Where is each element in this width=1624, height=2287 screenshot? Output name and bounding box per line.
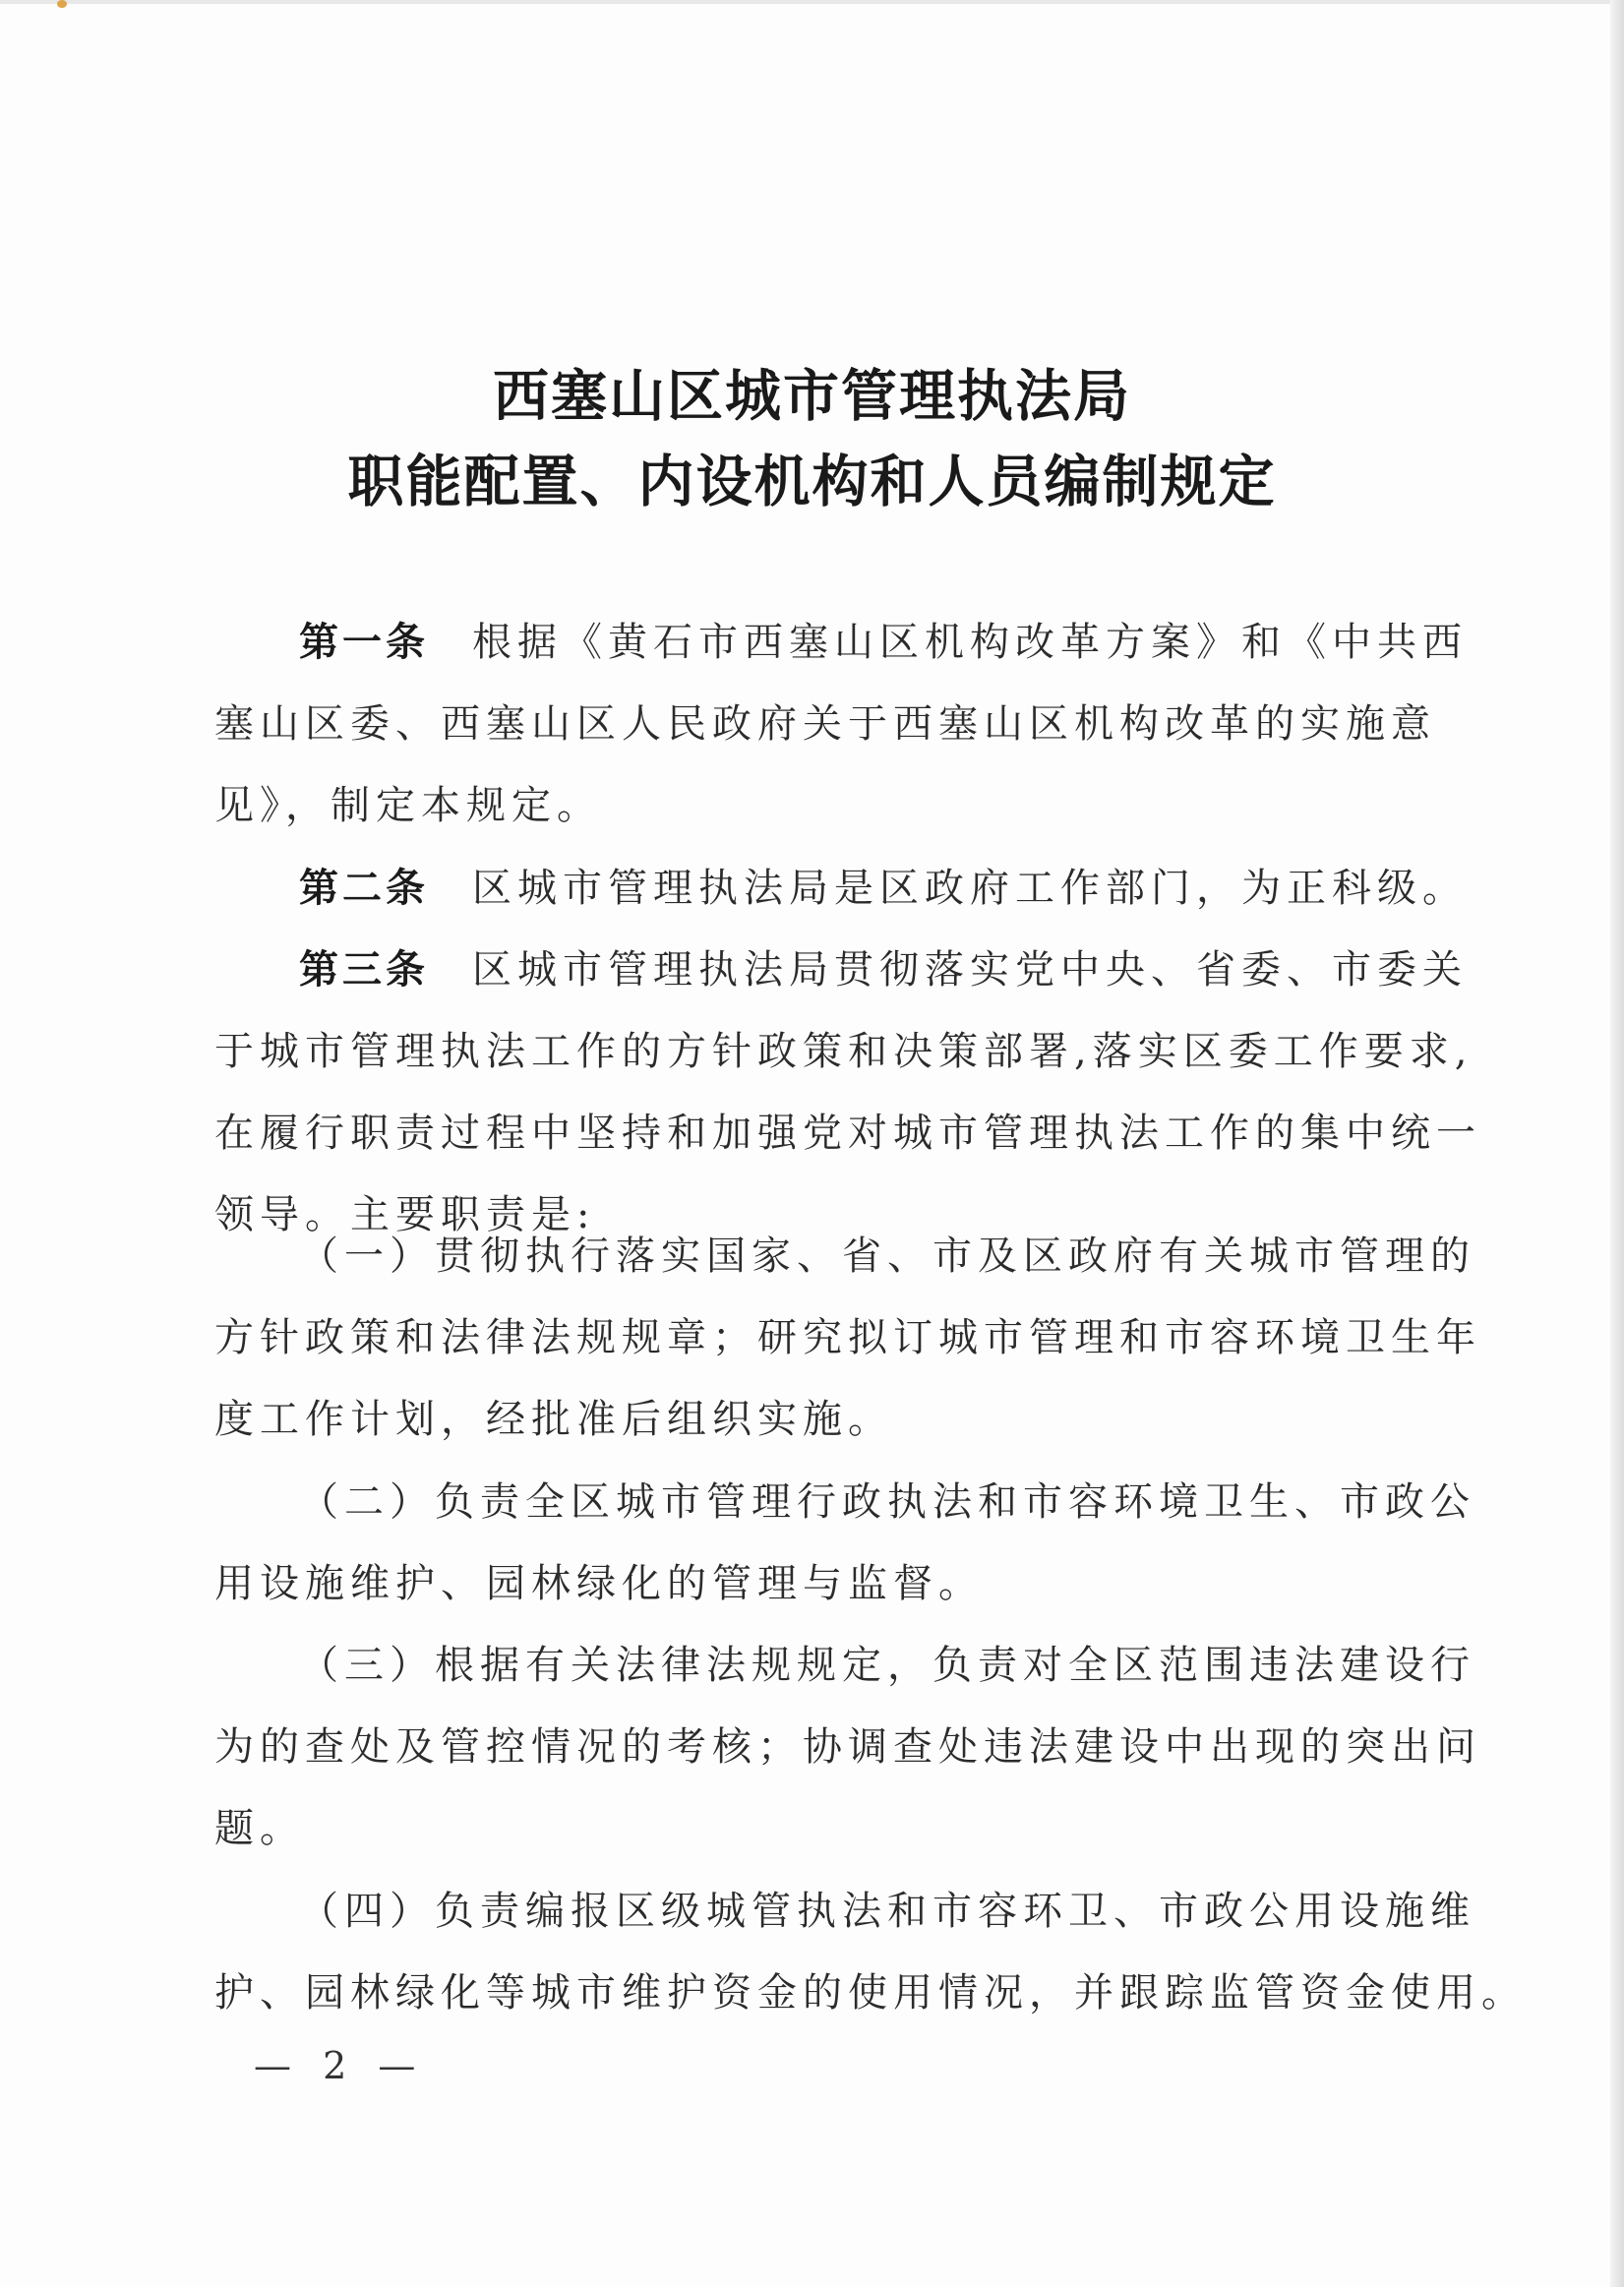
article-1-label: 第一条 <box>299 620 429 665</box>
duty-1-line-3: 度工作计划，经批准后组织实施。 <box>214 1397 893 1442</box>
duty-1-line-1: （一）贯彻执行落实国家、省、市及区政府有关城市管理的 <box>299 1234 1475 1279</box>
article-3 <box>214 930 1481 1256</box>
duty-2-line-2: 用设施维护、园林绿化的管理与监督。 <box>214 1561 984 1606</box>
duty-3-line-1: （三）根据有关法律法规规定，负责对全区范围违法建设行 <box>299 1643 1475 1688</box>
article-1-line-3: 见》，制定本规定。 <box>214 783 602 828</box>
article-2-text: 区城市管理执法局是区政府工作部门，为正科级。 <box>472 866 1468 911</box>
article-2-label: 第二条 <box>299 866 429 911</box>
duty-3-line-3: 题。 <box>214 1806 305 1851</box>
duty-1 <box>214 1216 1481 1461</box>
article-3-text: 区城市管理执法局贯彻落实党中央、省委、市委关 <box>472 947 1468 993</box>
page-number: — 2 — <box>254 2044 426 2087</box>
duty-1-line-2: 方针政策和法律法规规章；研究拟订城市管理和市容环境卫生年 <box>214 1315 1481 1360</box>
article-3-label: 第三条 <box>299 947 429 993</box>
document-title-line-2: 职能配置、内设机构和人员编制规定 <box>347 449 1277 514</box>
duty-4-line-2: 护、园林绿化等城市维护资金的使用情况，并跟踪监管资金使用。 <box>214 1970 1527 2016</box>
document-title-line-1: 西塞山区城市管理执法局 <box>493 363 1131 429</box>
article-2 <box>214 848 1468 930</box>
duty-4-line-1: （四）负责编报区级城管执法和市容环卫、市政公用设施维 <box>299 1889 1475 1934</box>
duty-2-line-1: （二）负责全区城市管理行政执法和市容环境卫生、市政公 <box>299 1479 1475 1525</box>
duty-3 <box>214 1625 1481 1870</box>
article-3-line-4: 领导。主要职责是: <box>214 1192 596 1237</box>
article-1-text: 根据《黄石市西塞山区机构改革方案》和《中共西 <box>472 620 1468 665</box>
article-1-line-1 <box>214 602 1468 684</box>
duty-3-line-2: 为的查处及管控情况的考核；协调查处违法建设中出现的突出问 <box>214 1724 1481 1770</box>
scan-edge-right <box>1610 0 1624 2287</box>
article-2-line-1 <box>214 848 1468 930</box>
duty-2 <box>214 1462 1475 1625</box>
article-3-line-1 <box>214 930 1468 1011</box>
article-3-line-2: 于城市管理执法工作的方针政策和决策部署,落实区委工作要求, <box>214 1029 1474 1074</box>
article-3-line-3: 在履行职责过程中坚持和加强党对城市管理执法工作的集中统一 <box>214 1111 1481 1156</box>
duty-4 <box>214 1871 1527 2034</box>
scan-mark <box>57 0 67 8</box>
article-1 <box>214 602 1468 847</box>
scan-edge-top <box>0 0 1624 4</box>
article-1-line-2: 塞山区委、西塞山区人民政府关于西塞山区机构改革的实施意 <box>214 701 1436 747</box>
